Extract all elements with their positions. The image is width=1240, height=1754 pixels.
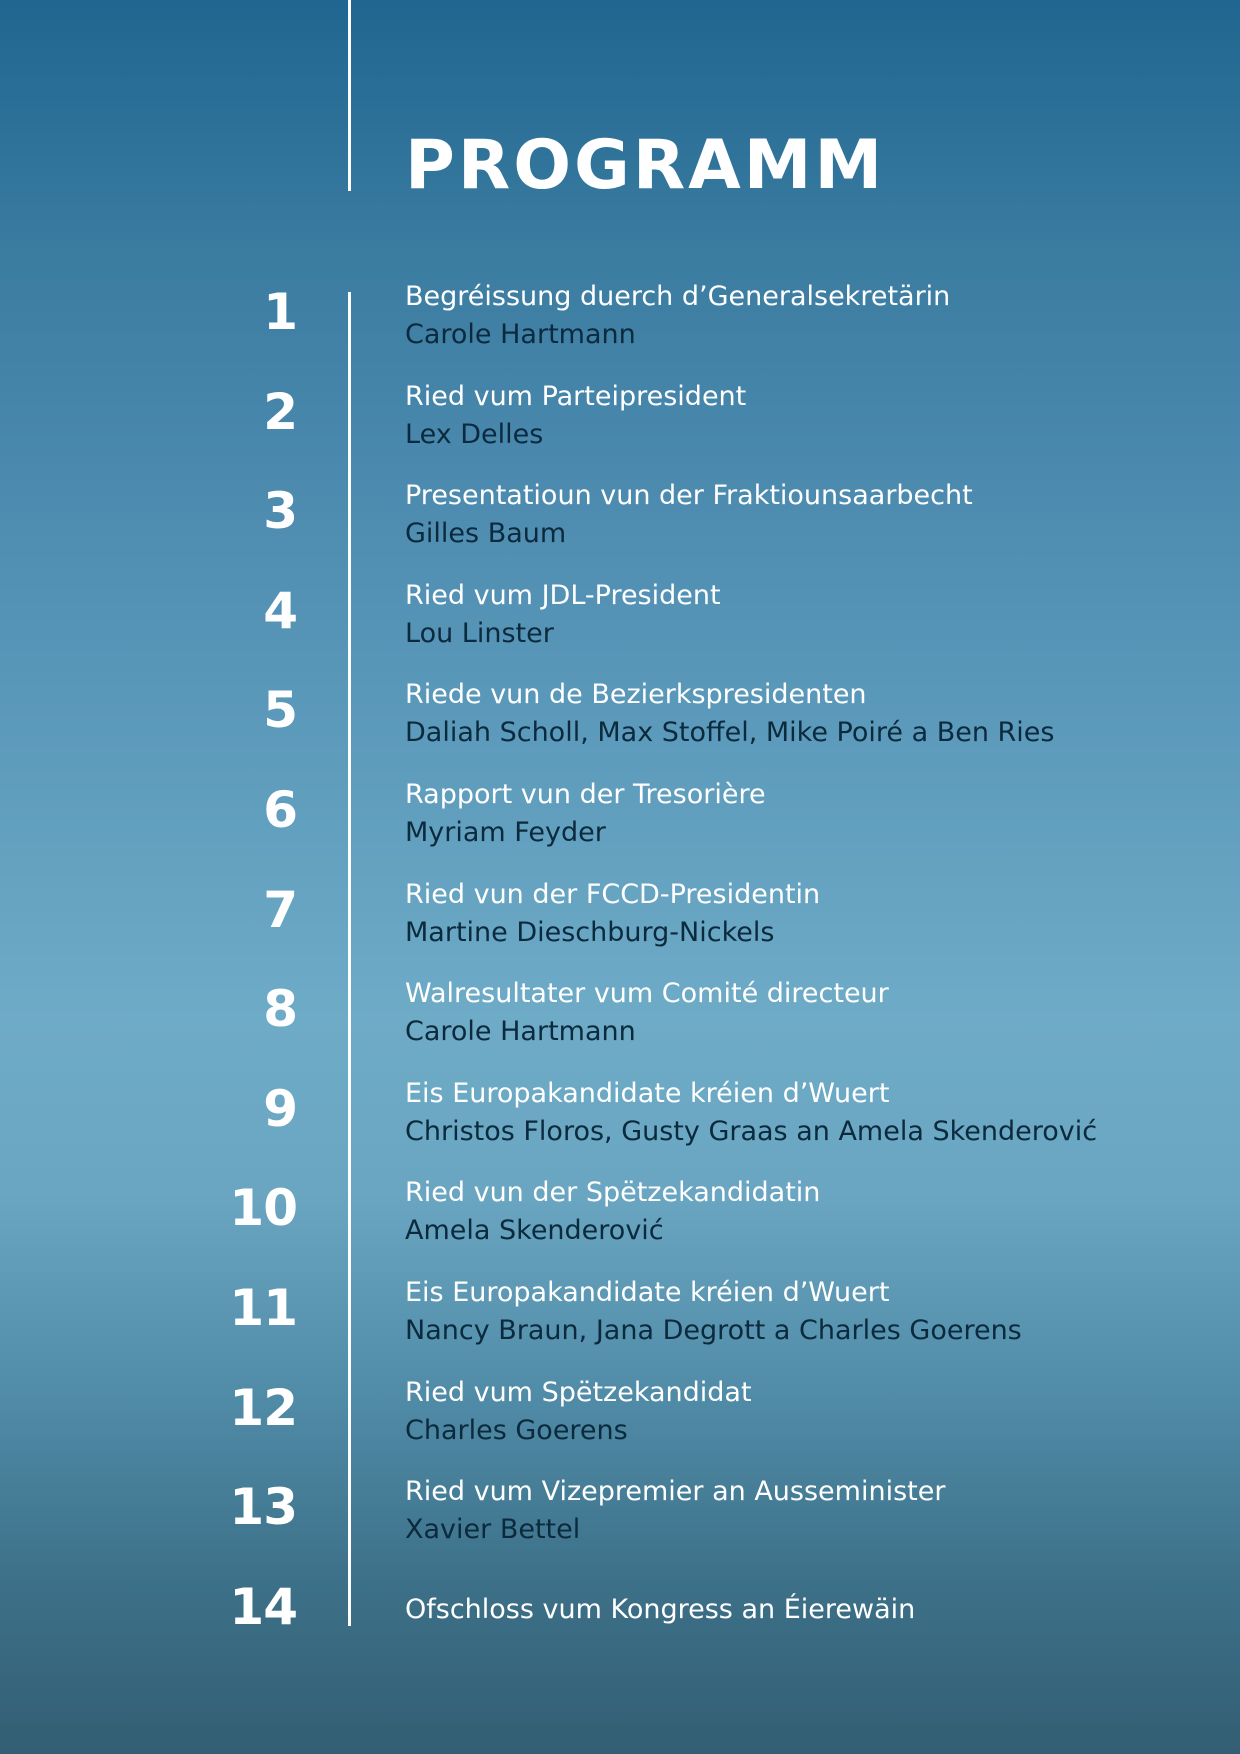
program-item-11 [0, 1274, 1240, 1374]
program-item-8 [0, 975, 1240, 1075]
item-speaker: Lou Linster [405, 617, 554, 649]
item-topic: Riede vun de Bezierkspresidenten [405, 679, 867, 711]
program-item-5 [0, 676, 1240, 776]
program-item-14 [0, 1573, 1240, 1673]
item-speaker: Carole Hartmann [405, 1016, 636, 1048]
item-number: 2 [263, 382, 297, 441]
item-topic: Ried vum Spëtzekandidat [405, 1376, 752, 1408]
item-topic: Ried vum JDL-President [405, 579, 721, 611]
item-text [405, 378, 1205, 454]
item-topic: Ried vum Vizepremier an Ausseminister [405, 1476, 946, 1508]
item-topic: Begréissung duerch d’Generalsekretärin [405, 281, 951, 312]
program-item-1 [0, 278, 1240, 378]
item-text [405, 975, 1205, 1051]
item-number: 4 [263, 581, 297, 640]
item-number: 9 [263, 1079, 297, 1138]
item-number: 14 [229, 1577, 297, 1636]
item-speaker: Nancy Braun, Jana Degrott a Charles Goerens [405, 1314, 1022, 1346]
program-item-9 [0, 1075, 1240, 1175]
program-item-4 [0, 577, 1240, 677]
item-speaker: Amela Skenderović [405, 1215, 664, 1247]
item-topic: Ofschloss vum Kongress an Éierewäin [405, 1593, 916, 1625]
item-speaker: Martine Dieschburg-Nickels [405, 916, 775, 948]
item-number: 10 [229, 1179, 297, 1238]
item-text [405, 1274, 1205, 1350]
item-number: 8 [263, 980, 297, 1039]
item-topic: Ried vun der Spëtzekandidatin [405, 1177, 821, 1209]
top-divider-line [348, 0, 351, 191]
item-text [405, 1174, 1205, 1250]
item-topic: Eis Europakandidate kréien d’Wuert [405, 1077, 890, 1109]
item-number: 12 [229, 1378, 297, 1437]
item-speaker: Myriam Feyder [405, 816, 606, 848]
page-title: PROGRAMM [405, 126, 886, 205]
program-item-10 [0, 1174, 1240, 1274]
item-number: 11 [229, 1278, 297, 1337]
program-item-2 [0, 378, 1240, 478]
item-text [405, 1473, 1205, 1549]
item-text [405, 1374, 1205, 1450]
item-topic: Ried vun der FCCD-Presidentin [405, 878, 821, 910]
item-text [405, 1075, 1205, 1151]
program-list [0, 278, 1240, 1672]
program-item-3 [0, 477, 1240, 577]
item-number: 7 [263, 880, 297, 939]
item-speaker: Xavier Bettel [405, 1514, 581, 1546]
item-topic: Rapport vun der Tresorière [405, 778, 766, 810]
item-number: 6 [263, 780, 297, 839]
program-item-12 [0, 1374, 1240, 1474]
item-topic: Walresultater vum Comité directeur [405, 978, 889, 1010]
item-speaker: Carole Hartmann [405, 319, 636, 350]
item-number: 3 [263, 482, 297, 541]
item-text [405, 676, 1205, 752]
item-text [405, 776, 1205, 852]
item-number: 5 [263, 681, 297, 740]
item-speaker: Lex Delles [405, 418, 544, 450]
item-speaker: Christos Floros, Gusty Graas an Amela Skenderović [405, 1115, 1098, 1147]
item-topic: Eis Europakandidate kréien d’Wuert [405, 1276, 890, 1308]
program-item-7 [0, 876, 1240, 976]
item-speaker: Charles Goerens [405, 1414, 628, 1446]
item-text [405, 1591, 1205, 1629]
item-number: 1 [263, 283, 297, 341]
program-item-13 [0, 1473, 1240, 1573]
item-speaker: Gilles Baum [405, 518, 567, 550]
item-text [405, 477, 1205, 553]
item-text [405, 278, 1205, 354]
item-text [405, 577, 1205, 653]
item-topic: Ried vum Parteipresident [405, 380, 747, 412]
item-text [405, 876, 1205, 952]
item-number: 13 [229, 1478, 297, 1537]
item-topic: Presentatioun vun der Fraktiounsaarbecht [405, 480, 973, 512]
item-speaker: Daliah Scholl, Max Stoffel, Mike Poiré a Ben Ries [405, 717, 1055, 749]
program-item-6 [0, 776, 1240, 876]
